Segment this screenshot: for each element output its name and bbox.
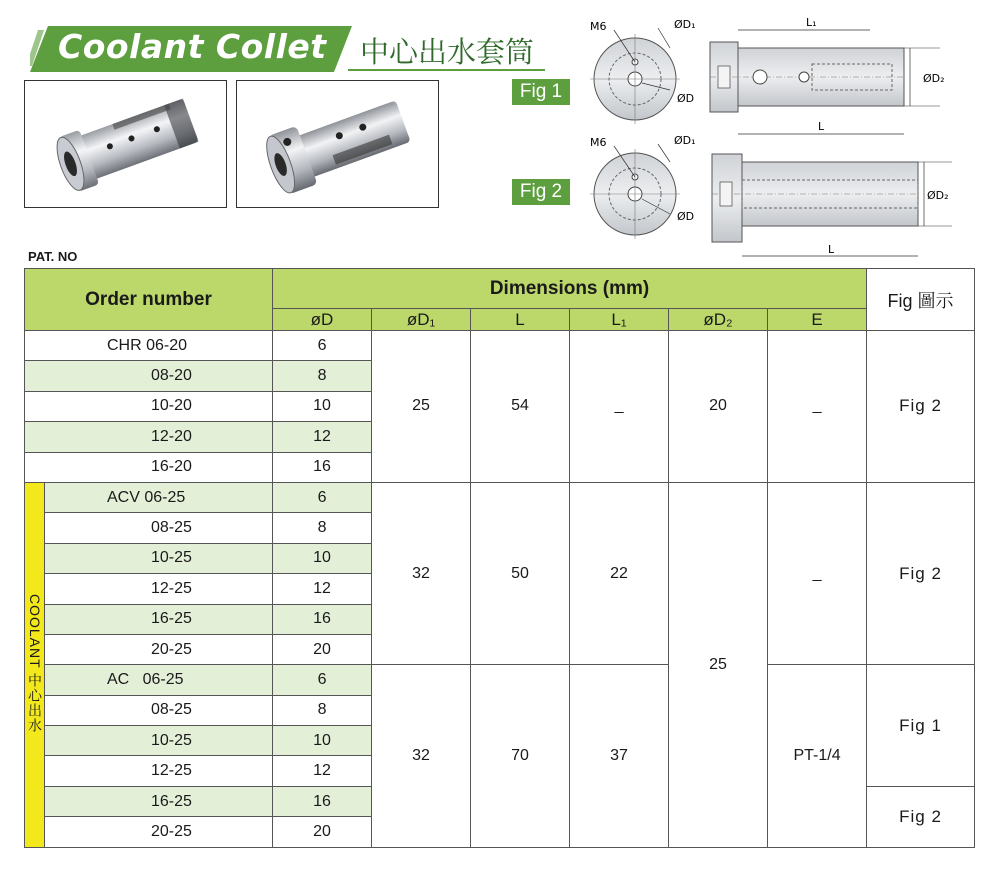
d-value: 20 xyxy=(273,634,372,664)
order-number: 10-25 xyxy=(45,726,273,756)
table-row xyxy=(25,482,975,512)
d-value: 12 xyxy=(273,756,372,786)
l-value: 70 xyxy=(471,665,570,847)
order-number: 16-20 xyxy=(25,452,273,482)
e-value: _ xyxy=(768,331,867,483)
fig-value: Fig 2 xyxy=(867,331,975,483)
fig1-side-view xyxy=(710,30,940,134)
fig2-label-m6: M6 xyxy=(590,136,607,149)
table-row xyxy=(25,665,975,695)
l-value: 50 xyxy=(471,482,570,664)
col-header-l: L xyxy=(471,309,570,331)
fig2-label-l: L xyxy=(828,243,835,256)
pat-no-label: PAT. NO xyxy=(28,249,78,264)
page-title-chinese: 中心出水套筒 xyxy=(360,35,535,69)
fig1-label-d: ØD xyxy=(677,92,695,105)
order-number: 08-25 xyxy=(45,513,273,543)
fig2-label-d1: ØD₁ xyxy=(674,134,696,147)
coolant-side-label: COOLANT 中心出水 xyxy=(25,482,45,847)
d2-value: 20 xyxy=(669,331,768,483)
fig2-side-view xyxy=(712,154,952,256)
d-value: 12 xyxy=(273,422,372,452)
order-number: 20-25 xyxy=(45,634,273,664)
collet-photo-slotted xyxy=(24,80,227,208)
d-value: 16 xyxy=(273,604,372,634)
fig1-label-d1: ØD₁ xyxy=(674,18,696,31)
d-value: 6 xyxy=(273,482,372,512)
d1-value: 32 xyxy=(372,665,471,847)
d-value: 6 xyxy=(273,331,372,361)
fig1-tag: Fig 1 xyxy=(512,79,570,105)
d-value: 10 xyxy=(273,726,372,756)
table-row xyxy=(25,331,975,361)
order-number: 12-25 xyxy=(45,756,273,786)
order-number: 10-25 xyxy=(45,543,273,573)
fig2-label-d2: ØD₂ xyxy=(927,189,949,202)
col-header-e: E xyxy=(768,309,867,331)
order-number: 08-20 xyxy=(25,361,273,391)
d-value: 16 xyxy=(273,452,372,482)
l1-value: 37 xyxy=(570,665,669,847)
order-number: 16-25 xyxy=(45,786,273,816)
order-number-header: Order number xyxy=(25,269,273,331)
order-number: 20-25 xyxy=(45,817,273,847)
title-underline xyxy=(348,69,545,71)
d-value: 20 xyxy=(273,817,372,847)
e-value: _ xyxy=(768,482,867,664)
order-number: 10-20 xyxy=(25,391,273,421)
d-value: 12 xyxy=(273,574,372,604)
fig1-label-d2: ØD₂ xyxy=(923,72,945,85)
l1-value: _ xyxy=(570,331,669,483)
d-value: 10 xyxy=(273,391,372,421)
d-value: 8 xyxy=(273,695,372,725)
fig1-end-view xyxy=(590,28,680,124)
fig1-label-l: L xyxy=(818,120,825,133)
dimensions-header: Dimensions (mm) xyxy=(273,269,867,309)
d1-value: 25 xyxy=(372,331,471,483)
l1-value: 22 xyxy=(570,482,669,664)
d-value: 8 xyxy=(273,513,372,543)
spec-table xyxy=(24,268,975,848)
fig-value: Fig 2 xyxy=(867,786,975,847)
order-number: 12-25 xyxy=(45,574,273,604)
d-value: 16 xyxy=(273,786,372,816)
fig2-label-d: ØD xyxy=(677,210,695,223)
d-value: 10 xyxy=(273,543,372,573)
e-value: PT-1/4 xyxy=(768,665,867,847)
col-header-d2: øD₂ xyxy=(669,309,768,331)
order-number: ACV 06-25 xyxy=(45,482,273,512)
d2-value: 25 xyxy=(669,482,768,847)
fig-value: Fig 2 xyxy=(867,482,975,664)
technical-drawings xyxy=(580,6,980,260)
collet-photo-flanged xyxy=(236,80,439,208)
fig1-label-m6: M6 xyxy=(590,20,607,33)
d-value: 6 xyxy=(273,665,372,695)
fig2-end-view xyxy=(590,144,680,239)
fig2-tag: Fig 2 xyxy=(512,179,570,205)
order-number: 16-25 xyxy=(45,604,273,634)
order-number: 08-25 xyxy=(45,695,273,725)
l-value: 54 xyxy=(471,331,570,483)
order-number: 12-20 xyxy=(25,422,273,452)
fig-value: Fig 1 xyxy=(867,665,975,787)
fig1-label-l1: L₁ xyxy=(806,16,817,29)
d-value: 8 xyxy=(273,361,372,391)
d1-value: 32 xyxy=(372,482,471,664)
order-number: CHR 06-20 xyxy=(25,331,273,361)
col-header-d1: øD₁ xyxy=(372,309,471,331)
page-title: Coolant Collet xyxy=(58,27,327,66)
col-header-l1: L₁ xyxy=(570,309,669,331)
order-number: AC 06-25 xyxy=(45,665,273,695)
col-header-d: øD xyxy=(273,309,372,331)
fig-header: Fig 圖示 xyxy=(867,269,975,331)
